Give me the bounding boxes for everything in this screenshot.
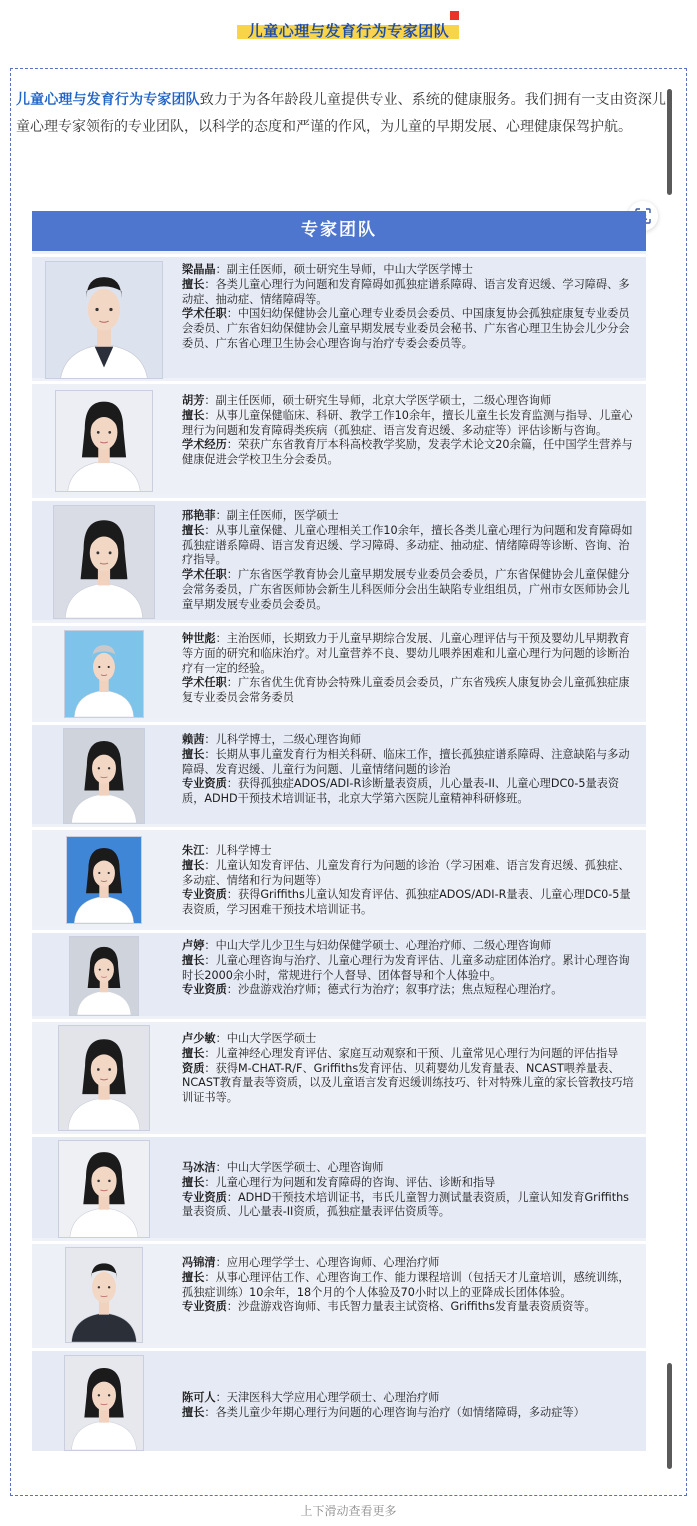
expert-field-text: ：广东省医学教育协会儿童早期发展专业委员会委员，广东省保健协会儿童保健分会常务委员，广东省医师协会新生儿科医师分会出生缺陷专业组组员，广州市女医师协会儿童早期发展专业委员会委员。 (182, 568, 630, 611)
expert-row (32, 722, 646, 824)
expert-field-label: 专业资质 (182, 1190, 227, 1204)
intro-text: 致力于为各年龄段儿童提供专业、系统的健康服务。我们拥有一支由资深儿童心理专家领衔的专业团队，以科学的态度和严谨的作风，为儿童的早期发展、心理健康保驾护航。 (16, 92, 666, 135)
expert-name: 卢少敏 (182, 1032, 216, 1045)
expert-photo (69, 936, 139, 1016)
expert-photo (66, 836, 142, 924)
expert-name: 朱江 (182, 844, 205, 857)
expert-row (32, 930, 646, 1016)
expert-info (182, 394, 638, 468)
expert-field (182, 676, 638, 706)
expert-row (32, 1019, 646, 1131)
expert-info (182, 263, 638, 352)
expert-field (182, 278, 638, 308)
expert-row (32, 1241, 646, 1345)
expert-field-label: 擅长 (182, 858, 205, 872)
expert-photo (65, 1247, 143, 1343)
expert-field-text: ：儿童神经心理发育评估、家庭互动观察和干预、儿童常见心理行为问题的评估指导 (204, 1046, 619, 1060)
expert-field-label: 擅长 (182, 277, 205, 291)
expert-name-line (182, 509, 638, 524)
expert-title: ：副主任医师，硕士研究生导师，北京大学医学硕士，二级心理咨询师 (204, 394, 552, 407)
expert-field-text: ：儿童心理行为问题和发育障碍的咨询、评估、诊断和指导 (204, 1175, 496, 1189)
expert-title: ：中山大学儿少卫生与妇幼保健学硕士、心理治疗师、二级心理咨询师 (204, 939, 552, 952)
expert-info (182, 939, 638, 998)
scrollbar-thumb[interactable] (667, 89, 672, 195)
expert-name-line (182, 632, 638, 676)
expert-title: ：儿科学博士，二级心理咨询师 (204, 733, 362, 746)
expert-field (182, 524, 638, 568)
expert-field-text: ：儿童心理咨询与治疗、儿童心理行为发育评估、儿童多动症团体治疗。累计心理咨询时长2000余小时，常规进行个人督导、团体督导和个人体验中。 (182, 953, 630, 982)
expert-photo (58, 1140, 150, 1238)
expert-field-text: ：获得M-CHAT-R/F、Griffiths发育评估、贝莉婴幼儿发育量表、NCAST喂养量表、NCAST教育量表等资质，以及儿童语言发育迟缓训练技巧、针对特殊儿童的家长管教技巧培训证书等。 (182, 1061, 634, 1105)
expert-row (32, 498, 646, 620)
expert-field-label: 专业资质 (182, 777, 227, 791)
expert-field-label: 擅长 (182, 523, 205, 537)
expert-field-text: ：获得孤独症ADOS/ADI-R诊断量表资质，儿心量表-II、儿童心理DC0-5量表资质，ADHD干预技术培训证书，北京大学第六医院儿童精神科研修班。 (182, 777, 620, 806)
expert-title: ：应用心理学学士、心理咨询师、心理治疗师 (215, 1256, 440, 1269)
expert-field (182, 1300, 638, 1315)
expert-field-text: ：沙盘游戏咨询师、韦氏智力量表主试资格、Griffiths发育量表资质资等。 (226, 1300, 596, 1314)
expert-title: ：儿科学博士 (204, 844, 272, 857)
expert-field-label: 专业资质 (182, 983, 227, 997)
title-red-square-decoration (450, 11, 459, 20)
page-title: 儿童心理与发育行为专家团队 (247, 22, 450, 40)
expert-name: 邢艳菲 (182, 509, 216, 522)
expert-name-line (182, 844, 638, 859)
expert-field-text: ：各类儿童心理行为问题和发育障碍如孤独症谱系障碍、语言发育迟缓、学习障碍、多动症、抽动症、情绪障碍等。 (182, 277, 630, 306)
expert-photo (45, 261, 163, 379)
expert-title: ：副主任医师，硕士研究生导师，中山大学医学博士 (215, 263, 473, 276)
expert-name-line (182, 263, 638, 278)
expert-info (182, 509, 638, 613)
intro-paragraph (16, 87, 666, 141)
expert-field (182, 859, 638, 889)
expert-field-label: 学术任职 (182, 676, 227, 690)
expert-field (182, 1191, 638, 1221)
expert-name-line (182, 939, 638, 954)
expert-field (182, 1271, 638, 1301)
expert-name-line (182, 733, 638, 748)
expert-row (32, 254, 646, 378)
expert-name: 胡芳 (182, 394, 205, 407)
expert-field (182, 777, 638, 807)
expert-photo (63, 728, 145, 824)
scroll-more-hint: 上下滑动查看更多 (300, 1504, 397, 1518)
expert-photo (64, 630, 144, 718)
expert-field-text: ：获得Griffiths儿童认知发育评估、孤独症ADOS/ADI-R量表、儿童心理DC0-5量表资质，学习困难干预技术培训证书。 (182, 888, 631, 917)
expert-row (32, 827, 646, 927)
expert-row (32, 1134, 646, 1238)
expert-field (182, 307, 638, 351)
expert-field (182, 438, 638, 468)
expert-name-line (182, 1032, 638, 1047)
expert-field-label: 擅长 (182, 747, 205, 761)
expert-field-text: ：ADHD干预技术培训证书，韦氏儿童智力测试量表资质，儿童认知发育Griffiths量表资质、儿心量表-II资质，孤独症量表评估资质等。 (182, 1190, 629, 1219)
expert-info (182, 844, 638, 918)
expert-title: ：天津医科大学应用心理学硕士、心理治疗师 (215, 1391, 440, 1404)
expert-field-label: 学术经历 (182, 438, 227, 452)
expert-field-label: 擅长 (182, 953, 205, 967)
expert-name: 陈可人 (182, 1391, 216, 1404)
expert-field-label: 擅长 (182, 1046, 205, 1060)
expert-info (182, 733, 638, 807)
expert-name-line (182, 394, 638, 409)
page-title-area (0, 10, 697, 50)
expert-field-label: 资质 (182, 1061, 205, 1075)
expert-field-label: 擅长 (182, 408, 205, 422)
expert-name: 钟世彪 (182, 632, 216, 645)
scrollbar-thumb-lower[interactable] (667, 1363, 672, 1469)
expert-field-text: ：荣获广东省教育厅本科高校教学奖励，发表学术论文20余篇，任中国学生营养与健康促进会学校卫生分会委员。 (182, 438, 633, 467)
expert-field (182, 888, 638, 918)
expert-field-text: ：长期从事儿童发育行为相关科研、临床工作，擅长孤独症谱系障碍、注意缺陷与多动障碍、发育迟缓、儿童行为问题、儿童情绪问题的诊治 (182, 747, 630, 776)
expert-field (182, 748, 638, 778)
expert-title: ：副主任医师，医学硕士 (215, 509, 339, 522)
expert-field-label: 擅长 (182, 1405, 205, 1419)
expert-photo (53, 505, 155, 619)
expert-field (182, 1176, 638, 1191)
expert-field-text: ：沙盘游戏治疗师；德式行为治疗；叙事疗法；焦点短程心理治疗。 (226, 983, 563, 997)
expert-info (182, 632, 638, 706)
intro-team-name: 儿童心理与发育行为专家团队 (16, 92, 200, 108)
expert-field-text: ：从事儿童保健临床、科研、教学工作10余年，擅长儿童生长发育监测与指导、儿童心理行为问题和发育障碍类疾病（孤独症、语言发育迟缓、多动症等）评估诊断与咨询。 (182, 408, 633, 437)
expert-name-line (182, 1161, 638, 1176)
expert-row (32, 1348, 646, 1451)
expert-name: 赖茜 (182, 733, 205, 746)
expert-title: ：中山大学医学硕士、心理咨询师 (215, 1161, 384, 1174)
expert-name-line (182, 1256, 638, 1271)
expert-field (182, 954, 638, 984)
expert-field-label: 擅长 (182, 1270, 205, 1284)
expert-field-label: 学术任职 (182, 307, 227, 321)
scroll-container[interactable] (10, 68, 687, 1496)
expert-name: 冯锦清 (182, 1256, 216, 1269)
expert-field (182, 409, 638, 439)
expert-field (182, 1062, 638, 1106)
expert-photo (58, 1025, 150, 1131)
expert-name: 梁晶晶 (182, 263, 216, 276)
expert-title: ：中山大学医学硕士 (215, 1032, 317, 1045)
expert-field (182, 1406, 638, 1421)
expert-info (182, 1161, 638, 1220)
expert-field-label: 专业资质 (182, 888, 227, 902)
expert-field-text: ：中国妇幼保健协会儿童心理专业委员会委员、中国康复协会孤独症康复专业委员会委员、广东省妇幼保健协会儿童早期发展专业委员会秘书、广东省心理卫生协会儿少分会委员、广东省心理卫生协会心理咨询与治疗专委会委员等。 (182, 307, 630, 350)
expert-field-text: ：从事儿童保健、儿童心理相关工作10余年，擅长各类儿童心理行为问题和发育障碍如孤独症谱系障碍、语言发育迟缓、学习障碍、多动症、抽动症、情绪障碍等诊断、咨询、治疗指导。 (182, 523, 633, 567)
expert-field-label: 专业资质 (182, 1300, 227, 1314)
expert-name: 卢婷 (182, 939, 205, 952)
expert-field (182, 1047, 638, 1062)
expert-row (32, 623, 646, 719)
expert-title: ：主治医师，长期致力于儿童早期综合发展、儿童心理评估与干预及婴幼儿早期教育等方面的研究和临床治疗。对儿童营养不良、婴幼儿喂养困难和儿童心理行为问题的诊断治疗有一定的经验。 (182, 632, 630, 675)
team-header: 专家团队 (32, 211, 646, 251)
expert-field (182, 983, 638, 998)
expert-photo (55, 390, 153, 492)
expert-field (182, 568, 638, 612)
expert-row (32, 381, 646, 495)
expert-info (182, 1391, 638, 1421)
expert-field-text: ：广东省优生优育协会特殊儿童委员会委员，广东省残疾人康复协会儿童孤独症康复专业委员会常务委员 (182, 676, 630, 705)
expert-info (182, 1256, 638, 1315)
expert-field-label: 擅长 (182, 1175, 205, 1189)
expert-photo (64, 1355, 144, 1451)
expert-info (182, 1032, 638, 1106)
expert-field-text: ：从事心理评估工作、心理咨询工作、能力课程培训（包括天才儿童培训，感统训练，孤独症训练）10余年，18个月的个人体验及70小时以上的亚降成长团体体验。 (182, 1270, 630, 1299)
expert-field-text: ：各类儿童少年期心理行为问题的心理咨询与治疗（如情绪障碍，多动症等） (204, 1405, 585, 1419)
expert-field-text: ：儿童认知发育评估、儿童发育行为问题的诊治（学习困难、语言发育迟缓、孤独症、多动症、情绪和行为问题等） (182, 858, 630, 887)
expert-name: 马冰洁 (182, 1161, 216, 1174)
expert-team-image (32, 211, 646, 1451)
expert-field-label: 学术任职 (182, 568, 227, 582)
expert-name-line (182, 1391, 638, 1406)
